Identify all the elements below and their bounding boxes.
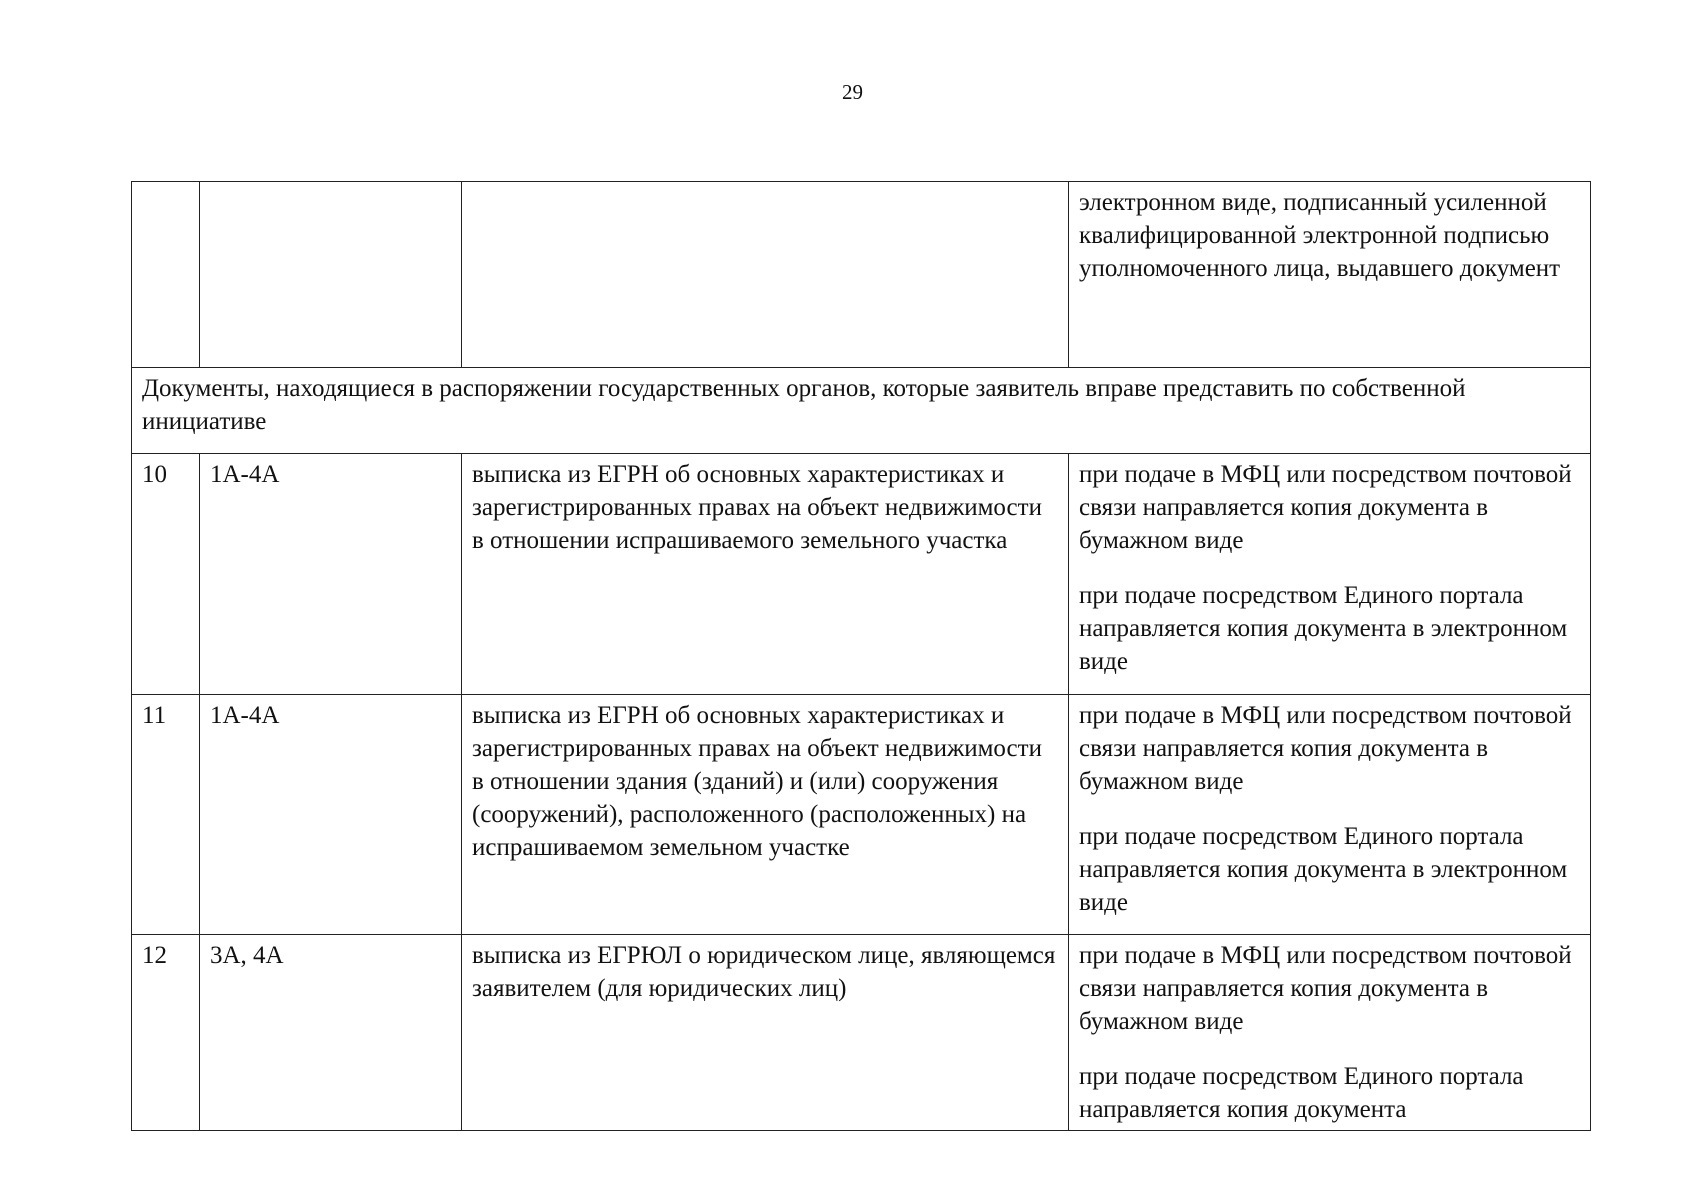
table-section-heading-row (132, 368, 1591, 454)
cell-number: 11 (132, 695, 200, 935)
cell-note (1069, 454, 1591, 695)
note-paragraph-electronic: при подаче посредством Единого портала направляется копия документа в электронном виде (1079, 582, 1568, 675)
cell-number: 12 (132, 935, 200, 1131)
table-row (132, 454, 1591, 695)
cell-code: 3А, 4А (200, 935, 462, 1131)
cell-description: выписка из ЕГРН об основных характеристиках и зарегистрированных правах на объект недвижимости в отношении здания (зданий) и (или) сооружения (сооружений), расположенного (расположенных) на испрашиваемом земельном участке (462, 695, 1069, 935)
table-row (132, 695, 1591, 935)
section-heading: Документы, находящиеся в распоряжении государственных органов, которые заявитель вправе представить по собственной инициативе (132, 368, 1591, 454)
cell-number (132, 182, 200, 368)
cell-code: 1А-4А (200, 695, 462, 935)
cell-description (462, 182, 1069, 368)
note-paragraph-paper: при подаче в МФЦ или посредством почтовой связи направляется копия документа в бумажном виде (1079, 702, 1572, 795)
page-number: 29 (842, 80, 863, 104)
cell-note (1069, 935, 1591, 1131)
cell-note: электронном виде, подписанный усиленной квалифицированной электронной подписью уполномоченного лица, выдавшего документ (1069, 182, 1591, 368)
cell-code (200, 182, 462, 368)
cell-code: 1А-4А (200, 454, 462, 695)
note-paragraph-paper: при подаче в МФЦ или посредством почтовой связи направляется копия документа в бумажном виде (1079, 942, 1572, 1035)
cell-description: выписка из ЕГРН об основных характеристиках и зарегистрированных правах на объект недвижимости в отношении испрашиваемого земельного участка (462, 454, 1069, 695)
cell-description: выписка из ЕГРЮЛ о юридическом лице, являющемся заявителем (для юридических лиц) (462, 935, 1069, 1131)
table-row-continuation (132, 182, 1591, 368)
note-paragraph-paper: при подаче в МФЦ или посредством почтовой связи направляется копия документа в бумажном виде (1079, 461, 1572, 554)
documents-table (131, 181, 1591, 1131)
note-paragraph-electronic: при подаче посредством Единого портала направляется копия документа (1079, 1063, 1524, 1123)
note-paragraph-electronic: при подаче посредством Единого портала направляется копия документа в электронном виде (1079, 823, 1568, 916)
table-row (132, 935, 1591, 1131)
cell-note (1069, 695, 1591, 935)
cell-number: 10 (132, 454, 200, 695)
